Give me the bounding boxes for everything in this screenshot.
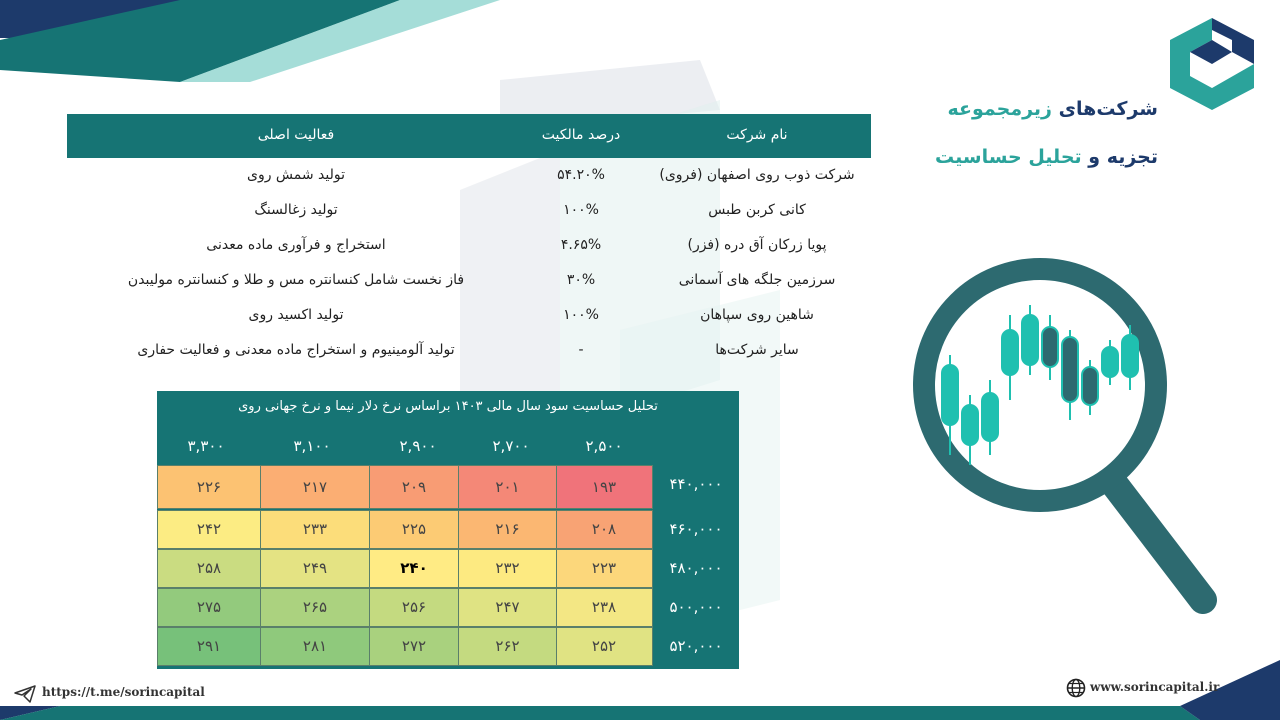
- activity-value: تولید شمش روی: [246, 167, 346, 183]
- sensitivity-cell: ۲۲۳: [555, 549, 653, 588]
- header-company-name: نام شرکت: [726, 127, 788, 143]
- company-name: شرکت ذوب روی اصفهان (فروی): [659, 167, 855, 183]
- sensitivity-table: [157, 391, 739, 669]
- sensitivity-cell: ۲۴۹: [260, 549, 370, 588]
- sensitivity-cell: ۲۲۶: [157, 465, 261, 509]
- table-row: [67, 263, 871, 298]
- row-header: ۵۰۰,۰۰۰: [669, 598, 723, 616]
- company-name: پویا زرکان آق دره (فزر): [687, 237, 827, 253]
- sensitivity-cell: ۲۷۵: [157, 588, 261, 627]
- sensitivity-cell: ۲۴۲: [157, 510, 261, 549]
- sensitivity-cell: ۲۵۶: [369, 588, 459, 627]
- ownership-value: ۱۰۰%: [563, 202, 599, 218]
- column-header: ۲,۹۰۰: [399, 437, 437, 455]
- sensitivity-cell: ۲۳۳: [260, 510, 370, 549]
- ownership-value: ۵۴.۲۰%: [557, 167, 605, 183]
- company-name: کانی کربن طبس: [708, 202, 806, 218]
- table-row: [67, 193, 871, 228]
- telegram-icon: [14, 685, 36, 703]
- ownership-value: ۴.۶۵%: [560, 237, 602, 253]
- title-line-2: تجزیه و تحلیل حساسیت: [935, 146, 1158, 168]
- sensitivity-cell: ۱۹۳: [555, 465, 653, 509]
- company-name: سرزمین جلگه های آسمانی: [678, 272, 836, 288]
- website-link[interactable]: www.sorincapital.ir: [1090, 680, 1220, 694]
- sensitivity-cell: ۲۸۱: [260, 627, 370, 666]
- company-name: شاهین روی سپاهان: [700, 307, 814, 323]
- column-header: ۲,۵۰۰: [585, 437, 623, 455]
- telegram-link[interactable]: https://t.me/sorincapital: [42, 685, 205, 699]
- row-header: ۴۶۰,۰۰۰: [669, 520, 723, 538]
- table-row: [67, 298, 871, 333]
- row-header: ۴۴۰,۰۰۰: [669, 475, 723, 493]
- sensitivity-cell: ۲۵۸: [157, 549, 261, 588]
- ownership-value: -: [578, 342, 584, 358]
- sensitivity-cell: ۲۷۲: [369, 627, 459, 666]
- sensitivity-cell: ۲۴۰: [369, 549, 459, 588]
- sensitivity-cell: ۲۲۵: [369, 510, 459, 549]
- table-row: [67, 333, 871, 368]
- column-header: ۳,۱۰۰: [293, 437, 331, 455]
- companies-table-header: [67, 114, 871, 158]
- activity-value: استخراج و فرآوری ماده معدنی: [206, 237, 386, 253]
- ownership-value: ۱۰۰%: [563, 307, 599, 323]
- sensitivity-cell: ۲۰۸: [555, 510, 653, 549]
- table-row: [67, 158, 871, 193]
- sensitivity-cell: ۲۱۷: [260, 465, 370, 509]
- row-header: ۴۸۰,۰۰۰: [669, 559, 723, 577]
- globe-icon: [1066, 678, 1086, 698]
- sensitivity-cell: ۲۰۱: [458, 465, 557, 509]
- company-name: سایر شرکت‌ها: [715, 342, 799, 358]
- column-header: ۲,۷۰۰: [492, 437, 530, 455]
- activity-value: تولید آلومینیوم و استخراج ماده معدنی و فعالیت حفاری: [137, 342, 455, 358]
- sensitivity-cell: ۲۳۲: [458, 549, 557, 588]
- sensitivity-cell: ۲۳۸: [555, 588, 653, 627]
- row-header: ۵۲۰,۰۰۰: [669, 637, 723, 655]
- table-row: [67, 228, 871, 263]
- sensitivity-title: تحلیل حساسیت سود سال مالی ۱۴۰۳ براساس نرخ دلار نیما و نرخ جهانی روی: [238, 399, 658, 414]
- activity-value: تولید اکسید روی: [248, 307, 344, 323]
- sensitivity-cell: ۲۶۵: [260, 588, 370, 627]
- sensitivity-cell: ۲۰۹: [369, 465, 459, 509]
- header-ownership: درصد مالکیت: [541, 127, 621, 143]
- company-logo: [1170, 18, 1254, 110]
- activity-value: تولید زغالسنگ: [254, 202, 338, 218]
- ownership-value: ۳۰%: [566, 272, 596, 288]
- sensitivity-cell: ۲۵۲: [555, 627, 653, 666]
- sensitivity-cell: ۲۱۶: [458, 510, 557, 549]
- column-header: ۳,۳۰۰: [187, 437, 225, 455]
- sensitivity-cell: ۲۴۷: [458, 588, 557, 627]
- header-activity: فعالیت اصلی: [257, 127, 335, 143]
- sensitivity-cell: ۲۹۱: [157, 627, 261, 666]
- magnifier-chart-illustration: [905, 255, 1225, 635]
- activity-value: فاز نخست شامل کنسانتره مس و طلا و کنسانتره مولیبدن: [127, 272, 465, 288]
- companies-table: [67, 114, 871, 368]
- sensitivity-cell: ۲۶۲: [458, 627, 557, 666]
- title-line-1: شرکت‌های زیرمجموعه: [947, 98, 1158, 120]
